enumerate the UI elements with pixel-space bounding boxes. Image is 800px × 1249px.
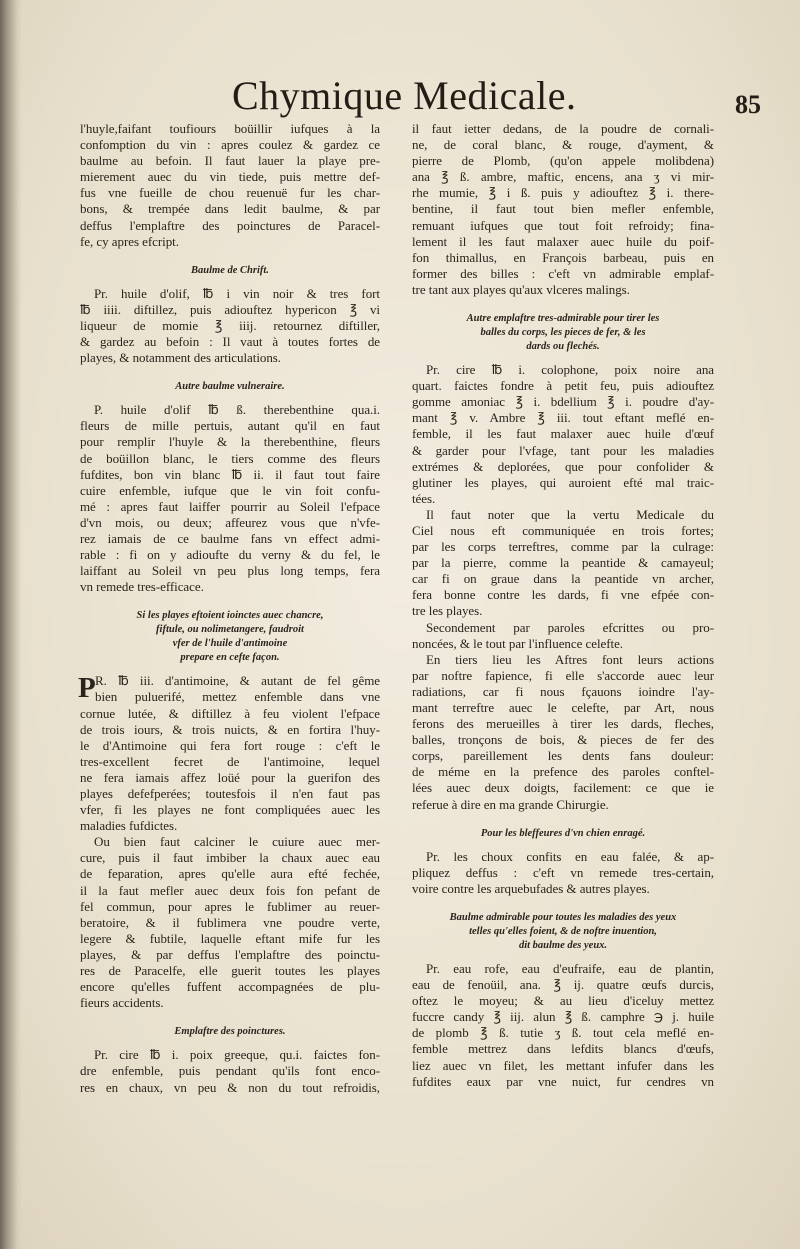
text-line: fe, cy apres efcript. [80,233,179,249]
text-line: liqueur de momie ℥ iiij. retournez diftiller, [80,317,380,333]
text-line: de trois iours, & trois nuicts, & en fortira l'huy- [80,721,380,737]
text-line: playes, & notamment des articulations. [80,350,281,366]
text-line: lées auec deux doigts, facilement: ce que ie [412,780,714,796]
heading-line: telles qu'elles foient, & de noftre inuention, [469,925,657,937]
heading-line: vfer de l'huile d'antimoine [172,638,288,650]
text-line: mierement auec du vin tiede, puis mettre def- [80,169,380,185]
heading-line: Si les playes eftoient ioinctes auec chancre, [136,610,324,622]
text-line: il la faut mefler auec deux fois fon pefant de [80,882,380,898]
right-column [412,121,714,1090]
text-line: playes, & par deffus l'emplaftre des poinctu- [80,946,380,962]
recipe-heading [412,911,714,953]
text-line: gomme amoniac ℥ i. bdellium ℥ i. poudre d'ay- [412,394,714,410]
text-line: tre tant aux playes qu'aux vlceres malings. [412,281,630,297]
text-line: Il faut noter que la vertu Medicale du [426,506,714,522]
left-column [80,121,380,1096]
heading-line: Baulme admirable pour toutes les maladies des yeux [449,911,677,923]
text-line: le d'Antimoine qui fera fort rouge : c'eft le [80,737,380,753]
recipe-paragraph [80,286,380,366]
text-line: former des billes : c'eft vn admirable emplaf- [412,265,714,281]
text-line: Pr. les choux confits en eau falée, & ap- [426,848,714,864]
text-line: tre les playes. [412,603,483,619]
recipe-heading: Autre baulme vulneraire. [175,381,285,393]
text-line: Pr. cire ℔ i. colophone, poix noire ana [426,362,714,378]
text-line: fufdites, bon vin blanc ℔ ii. il faut tout faire [80,466,380,482]
text-line: mé : apres faut laiffer pourrir au Soleil l'efpace [80,498,380,514]
recipe-paragraph [80,402,380,595]
text-line: encore qu'elles fuffent accompagnées de plu- [80,979,380,995]
text-line: cuire enfemble, iufque que le vin foit confu- [80,482,380,498]
recipe-paragraph [412,507,714,620]
text-line: Ou bien faut calciner le cuiure auec mer- [94,834,380,850]
heading-line: Autre emplaftre tres-admirable pour tirer les [466,313,660,325]
text-line: bien puluerifé, mettez enfemble dans vne [95,689,380,705]
heading-line: dards ou flechés. [526,341,600,353]
text-line: eau de fenoüil, ana. ℥ ij. quatre œufs durcis, [412,977,714,993]
recipe-paragraph [80,1047,380,1095]
text-line: d'vn mois, ou deux; affeurez vous que n'vfe- [80,514,380,530]
text-line: vfer, fi les playes ne font compliquées auec les [80,802,380,818]
text-line: Pr. cire ℔ i. poix greeque, qu.i. faictes fon- [94,1047,380,1063]
text-line: res de Paracelfe, elle guerit toutes les playes [80,963,380,979]
page-number: 85 [735,90,761,119]
text-line: fera bonne contre les dards, fi vne efpée con- [412,587,714,603]
text-line: legere & fubtile, laquelle eftant mife fur les [80,930,380,946]
text-line: rable : fi on y adioufte du verny & du fel, le [80,547,380,563]
text-line: Secondement par paroles efcrittes ou pro- [426,619,714,635]
recipe-heading [412,312,714,354]
text-line: liez auec vn filet, les mettant infufer dans les [412,1057,714,1073]
text-line: par noftre fapience, fi elle s'accorde auec leur [412,667,714,683]
recipe-heading: Baulme de Chrift. [191,264,269,276]
text-line: fus vne fueille de chou reuenuë fur les char- [80,185,380,201]
text-line: deffus l'emplaftre des poinctures de Paracel- [80,217,380,233]
text-line: par la pierre, comme la peantide & camayeul; [412,555,714,571]
text-line: mant terreftre auec le celefte, par Art, nous [412,700,714,715]
text-line: confomption du vin : apres coulez & gardez ce [80,137,380,153]
text-line: beratoire, & il fublimera vne poudre verte, [80,914,380,930]
binding-shadow [0,0,22,1249]
text-line: il faut ietter dedans, de la poudre de cornali- [412,121,714,136]
recipe-paragraph [80,673,380,834]
text-line: par les corps terreftres, comme par la culrage: [412,539,714,555]
drop-cap: P [78,672,96,705]
text-line: radiations, car fi nous fçauons ioindre l'ay- [412,683,714,699]
text-line: mant ℥ v. Ambre ℥ iii. tout eftant meflé en- [412,410,714,426]
heading-line: balles du corps, les pieces de fer, & les [480,327,646,339]
text-line: pour remplir l'huyle & la therebenthine, fleurs [80,434,380,450]
text-line: ferons des merueilles à tirer les dards, fleches, [412,716,714,732]
text-line: l'huyle,faifant toufiours boüillir iufques à la [80,121,380,136]
text-line: P. huile d'olif ℔ ß. therebenthine qua.i. [94,402,380,418]
recipe-paragraph [412,362,714,507]
text-line: rhe mumie, ℥ i ß. puis y adiouftez ℥ i. there- [412,185,714,201]
text-line: fieurs accidents. [80,995,164,1011]
text-line: de feparation, apres qu'elle aura efté fechée, [80,866,380,882]
text-line: dre enfemble, puis pendant qu'ils font enco- [80,1063,380,1079]
text-line: de boüillon blanc, le tiers comme des fleurs [80,450,380,466]
text-line: de plomb ℥ ß. tutie ʒ ß. tout cela meflé en- [412,1025,714,1041]
text-line: corps, pareillement les dents fans douleur: [412,748,714,764]
text-line: & gardez au befoin : Il vaut à toutes fortes de [80,334,380,350]
text-line: & garder pour l'vfage, tant pour les maladies [412,442,714,458]
heading-line: fiftule, ou nolimetangere, faudroit [156,624,304,636]
recipe-paragraph [412,620,714,813]
text-line: fufdites eaux par vne nuict, fur cendres vn [412,1073,714,1089]
text-line: bons, & trempée dans ledit baulme, & par [80,201,380,217]
text-line: ana ℥ ß. ambre, maftic, encens, ana ʒ vi mir- [412,169,714,185]
text-line: fleurs de mille pertuis, autant qu'il en faut [80,418,380,434]
text-line: bentine, il faut tout bien mefler enfemble, [412,201,714,217]
text-line: extrémes & deplorées, que pour confolider & [412,458,714,474]
text-line: laiffant au Soleil vn peu plus long temps, fera [80,563,380,579]
text-line: Pr. huile d'olif, ℔ i vin noir & tres fort [94,285,380,301]
recipe-paragraph [412,849,714,897]
text-line: lement il les faut malaxer auec huile du poif- [412,233,714,249]
recipe-heading: Pour les bleffeures d'vn chien enragé. [480,827,646,839]
text-line: Pr. eau rofe, eau d'eufraife, eau de plantin, [426,960,714,976]
heading-line: prepare en cefte façon. [180,652,280,664]
recipe-heading [80,609,380,665]
text-line: remuant iufques que tout foit refroidy; fina- [412,217,714,233]
text-line: voire contre les arquebufades & autres playes. [412,880,650,896]
text-line: maladies fufdictes. [80,818,178,834]
text-line: fuccre candy ℥ iij. alun ℥ ß. camphre ℈ j. huile [412,1009,714,1025]
text-line: glutiner les playes, qui auroient efté mal traic- [412,474,714,490]
text-line: pliquez deffus : c'eft vn remede tres-certain, [412,864,714,880]
heading-line: dit baulme des yeux. [518,939,608,951]
text-line: cure, puis il faut imbiber la chaux auec eau [80,850,380,866]
text-line: ne, de coral blanc, & rouge, d'ayment, & [412,137,714,153]
text-line: playes defefperées; toutesfois il n'en faut pas [80,786,380,801]
text-line: femble, il les faut malaxer auec huile d'œuf [412,426,714,442]
recipe-paragraph [412,961,714,1090]
text-line: cornue lutée, & diftillez à feu violent l'efpace [80,705,380,721]
text-line: fel commun, pour apres le fublimer au reuer- [80,898,380,914]
text-line: res en chaux, vn peu & non du tout refroidis, [80,1079,380,1095]
text-line: tées. [412,490,436,506]
text-line: femble mettrez dans lefdits blancs d'œufs, [412,1041,714,1057]
intro-paragraph [80,121,380,250]
text-line: fon thimallus, en François barbeau, puis en [412,249,714,265]
running-head [0,72,800,122]
text-line: tres-excellent fecret de l'antimoine, lequel [80,753,380,769]
text-line: noncées, & le tout par l'influence celefte. [412,635,623,651]
text-line: Ciel nous eft communiquée en trois fortes; [412,522,714,538]
text-line: baulme au befoin. Il faut lauer la playe pre- [80,153,380,169]
text-line: rez iamais de ce baulme fans vn effect admi- [80,530,380,546]
recipe-heading: Emplaftre des poinctures. [174,1026,286,1038]
text-line: pierre de Plomb, (qu'on appele molibdena) [412,153,714,169]
text-line: R. ℔ iii. d'antimoine, & autant de fel gême [95,673,380,689]
text-line: car fi on graue dans la peantide vn archer, [412,571,714,587]
text-line: vn remede tres-efficace. [80,579,204,595]
text-line: quart. faictes fondre à petit feu, puis adiouftez [412,378,714,394]
text-line: ℔ iiii. diftillez, puis adiouftez hypericon ℥ vi [80,301,380,317]
page-title: Chymique Medicale. [232,73,577,118]
text-line: de méme en la prefence des paroles conftel- [412,764,714,780]
recipe-paragraph [80,834,380,1011]
text-line: balles, tronçons de bois, & pieces de fer des [412,732,714,748]
recipe-paragraph [412,121,714,298]
text-line: ne fera iamais affez loüé pour la guerifon des [80,769,380,785]
text-line: oftez le moyeu; & au lieu d'iceluy mettez [412,993,714,1009]
text-line: En tiers lieu les Aftres font leurs actions [426,651,714,667]
text-line: referue à dire en ma grande Chirurgie. [412,796,609,812]
